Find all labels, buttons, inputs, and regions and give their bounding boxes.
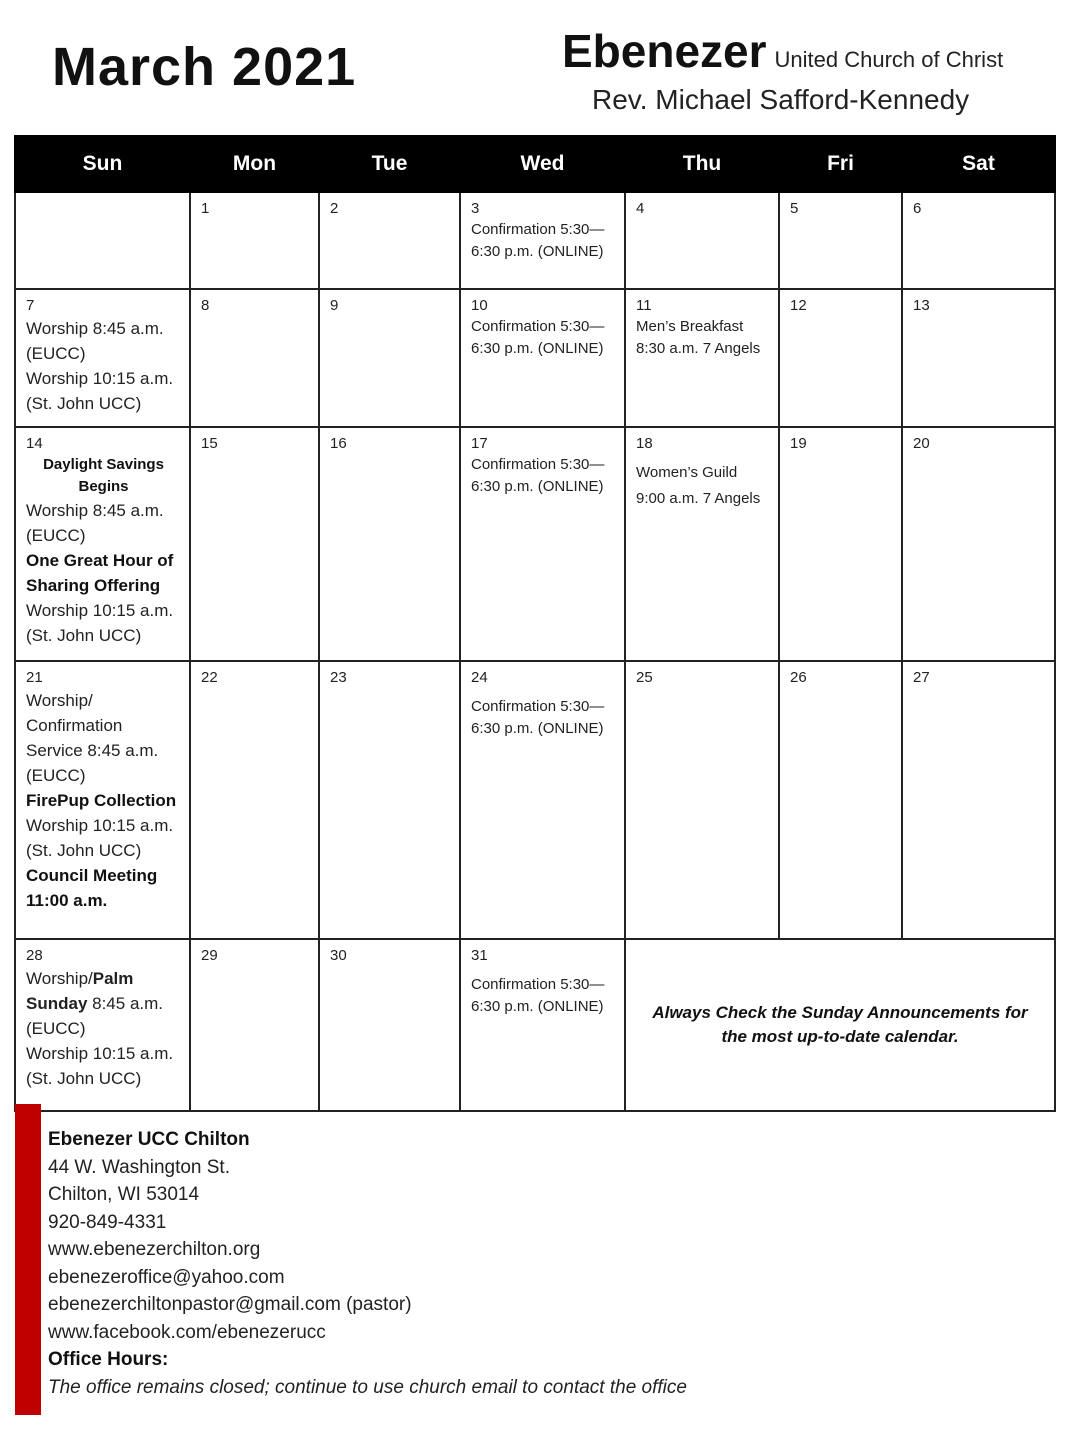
weekday-tue: Tue — [319, 136, 460, 192]
day-cell-11 — [625, 289, 779, 427]
day-number: 30 — [330, 947, 347, 964]
day-cell-13 — [902, 289, 1055, 427]
day-number: 29 — [201, 947, 218, 964]
church-name — [562, 24, 1003, 78]
event-text: Sharing Offering — [26, 576, 161, 595]
day-cell-12 — [779, 289, 902, 427]
day-cell-20 — [902, 427, 1055, 661]
office-hours-label: Office Hours: — [48, 1349, 169, 1370]
weekday-header-row — [15, 136, 1055, 192]
footer-contact-block — [48, 1126, 687, 1401]
event-text: Men’s Breakfast — [636, 318, 744, 335]
event-text-part: Worship/ — [26, 969, 93, 988]
day-cell-6 — [902, 192, 1055, 289]
day-cell-empty — [15, 192, 190, 289]
day-cell-22 — [190, 661, 319, 939]
day-cell-9 — [319, 289, 460, 427]
event-text: Confirmation 5:30— — [471, 456, 605, 473]
day-number: 2 — [330, 200, 339, 217]
church-name-text: Ebenezer — [562, 25, 767, 77]
event-text: 11:00 a.m. — [26, 891, 108, 910]
day-number: 1 — [201, 200, 210, 217]
day-number: 25 — [636, 669, 653, 686]
footer-phone: 920-849-4331 — [48, 1211, 167, 1233]
church-subtitle: United Church of Christ — [774, 47, 1004, 72]
day-cell-31 — [460, 939, 625, 1111]
event-text: Confirmation — [26, 716, 123, 735]
day-cell-14 — [15, 427, 190, 661]
day-number: 3 — [471, 200, 480, 217]
day-number: 21 — [26, 669, 43, 686]
event-text: Worship 10:15 a.m. — [26, 601, 174, 620]
event-text: (EUCC) — [26, 1019, 86, 1038]
day-number: 20 — [913, 435, 930, 452]
event-text: 6:30 p.m. (ONLINE) — [471, 478, 604, 495]
weekday-thu: Thu — [625, 136, 779, 192]
event-text: (EUCC) — [26, 344, 86, 363]
event-text — [26, 991, 181, 1016]
day-number: 14 — [26, 435, 43, 452]
event-text: 6:30 p.m. (ONLINE) — [471, 340, 604, 357]
event-text: (EUCC) — [26, 526, 86, 545]
calendar-table — [14, 135, 1056, 1112]
week-row-5 — [15, 939, 1055, 1111]
weekday-wed: Wed — [460, 136, 625, 192]
footer-facebook-link[interactable]: www.facebook.com/ebenezerucc — [48, 1321, 326, 1343]
day-cell-16 — [319, 427, 460, 661]
day-number: 15 — [201, 435, 218, 452]
day-cell-18 — [625, 427, 779, 661]
day-cell-29 — [190, 939, 319, 1111]
day-number: 4 — [636, 200, 645, 217]
event-text-bold: Palm — [92, 969, 134, 988]
day-number: 11 — [636, 297, 652, 314]
day-cell-21 — [15, 661, 190, 939]
day-cell-3 — [460, 192, 625, 289]
event-text: Daylight Savings — [43, 456, 164, 473]
event-text: Confirmation 5:30— — [471, 221, 605, 238]
event-text: Service 8:45 a.m. — [26, 741, 159, 760]
day-cell-28 — [15, 939, 190, 1111]
footer-website-link[interactable]: www.ebenezerchilton.org — [48, 1239, 261, 1260]
day-number: 9 — [330, 297, 339, 314]
day-cell-23 — [319, 661, 460, 939]
day-cell-24 — [460, 661, 625, 939]
day-number: 28 — [26, 947, 43, 964]
day-cell-7 — [15, 289, 190, 427]
footer-address-line1: 44 W. Washington St. — [48, 1156, 230, 1178]
event-text: Confirmation 5:30— — [471, 318, 605, 335]
day-number: 26 — [790, 669, 807, 686]
day-number: 24 — [471, 669, 488, 686]
event-text: 6:30 p.m. (ONLINE) — [471, 720, 604, 737]
week-row-2 — [15, 289, 1055, 427]
day-number: 22 — [201, 669, 218, 686]
event-text: Council Meeting — [26, 866, 158, 885]
event-text: Worship 8:45 a.m. — [26, 319, 164, 338]
announcement-box: Always Check the Sunday Announcements for the most up-to-date calendar. — [625, 939, 1055, 1111]
day-number: 13 — [913, 297, 930, 314]
day-cell-17 — [460, 427, 625, 661]
event-text: Confirmation 5:30— — [471, 976, 605, 993]
day-cell-2 — [319, 192, 460, 289]
day-number: 27 — [913, 669, 930, 686]
footer-pastor-email-link[interactable]: ebenezerchiltonpastor@gmail.com (pastor) — [48, 1294, 412, 1315]
weekday-mon: Mon — [190, 136, 319, 192]
month-title: March 2021 — [52, 37, 357, 97]
event-text: Begins — [78, 478, 129, 495]
event-text: Worship 10:15 a.m. — [26, 816, 174, 835]
day-number: 31 — [471, 947, 488, 964]
weekday-fri: Fri — [779, 136, 902, 192]
office-hours-note: The office remains closed; continue to use church email to contact the office — [48, 1376, 687, 1398]
day-number: 18 — [636, 435, 653, 452]
event-text: 6:30 p.m. (ONLINE) — [471, 998, 604, 1015]
day-cell-30 — [319, 939, 460, 1111]
event-text: 9:00 a.m. 7 Angels — [636, 490, 761, 507]
footer-address-line2: Chilton, WI 53014 — [48, 1184, 200, 1205]
event-text-bold: Sunday — [26, 994, 88, 1013]
day-cell-15 — [190, 427, 319, 661]
event-text: Worship/ — [26, 691, 93, 710]
weekday-sat: Sat — [902, 136, 1055, 192]
day-number: 16 — [330, 435, 347, 452]
event-text: Worship 10:15 a.m. — [26, 1044, 174, 1063]
day-number: 19 — [790, 435, 807, 452]
day-number: 7 — [26, 297, 35, 314]
day-number: 10 — [471, 297, 488, 314]
event-text: (EUCC) — [26, 766, 86, 785]
event-text: Women’s Guild — [636, 464, 738, 481]
event-text: Confirmation 5:30— — [471, 698, 605, 715]
event-text: (St. John UCC) — [26, 626, 142, 645]
event-text: Worship 10:15 a.m. — [26, 369, 174, 388]
day-cell-1 — [190, 192, 319, 289]
footer-accent-bar — [15, 1104, 41, 1415]
day-number: 12 — [790, 297, 807, 314]
event-text: 6:30 p.m. (ONLINE) — [471, 243, 604, 260]
event-text: (St. John UCC) — [26, 1069, 142, 1088]
day-cell-4 — [625, 192, 779, 289]
weekday-sun: Sun — [15, 136, 190, 192]
pastor-name: Rev. Michael Safford-Kennedy — [592, 84, 970, 115]
week-row-4 — [15, 661, 1055, 939]
day-number: 6 — [913, 200, 922, 217]
day-number: 5 — [790, 200, 799, 217]
event-text: (St. John UCC) — [26, 394, 142, 413]
event-text: Worship 8:45 a.m. — [26, 501, 164, 520]
day-cell-10 — [460, 289, 625, 427]
day-number: 8 — [201, 297, 210, 314]
footer-office-email-link[interactable]: ebenezeroffice@yahoo.com — [48, 1266, 285, 1288]
event-text — [26, 966, 181, 991]
footer-church-name: Ebenezer UCC Chilton — [48, 1129, 250, 1150]
event-text: (St. John UCC) — [26, 841, 142, 860]
day-cell-8 — [190, 289, 319, 427]
day-cell-5 — [779, 192, 902, 289]
event-text: 8:30 a.m. 7 Angels — [636, 340, 761, 357]
event-text: FirePup Collection — [26, 791, 177, 810]
day-number: 17 — [471, 435, 488, 452]
day-cell-19 — [779, 427, 902, 661]
day-cell-25 — [625, 661, 779, 939]
week-row-3 — [15, 427, 1055, 661]
day-number: 23 — [330, 669, 347, 686]
day-cell-27 — [902, 661, 1055, 939]
event-text-part: 8:45 a.m. — [87, 994, 164, 1013]
week-row-1 — [15, 192, 1055, 289]
event-text: One Great Hour of — [26, 551, 174, 570]
day-cell-26 — [779, 661, 902, 939]
